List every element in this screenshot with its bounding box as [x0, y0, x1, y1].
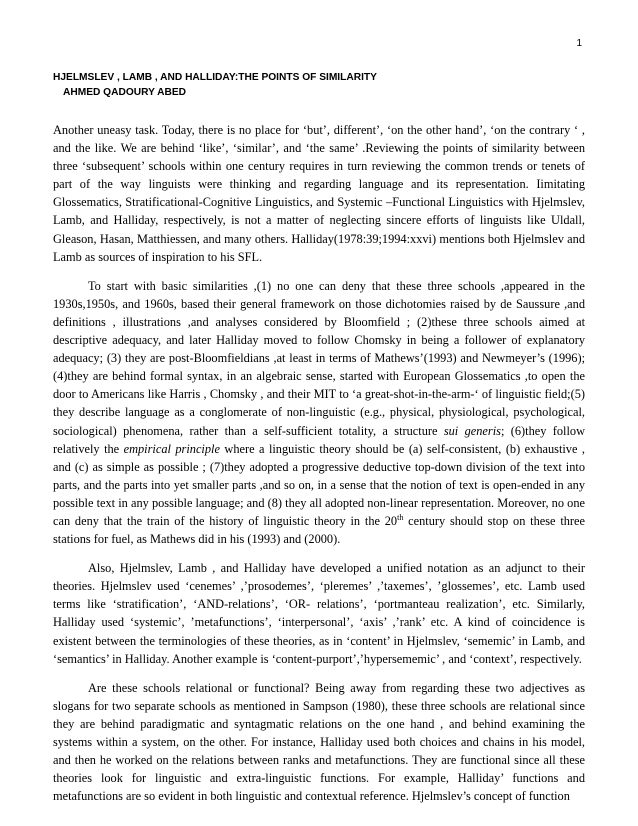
paper-title: HJELMSLEV , LAMB , AND HALLIDAY:THE POINTS OF SIMILARITY [53, 72, 377, 83]
author-name: AHMED QADOURY ABED [63, 87, 187, 98]
paragraph-2-text-a: To start with basic similarities ,(1) no one can deny that these three schools ,appeared in the 1930s,1950s, and 1960s, based their general framework on those dichotomies raised by de Saussure ,and definitions , illustrations ,and analyses considered by Bloomfield ; (2)these three schools aimed at descriptive adequacy, and later Halliday moved to follow Chomsky in being a follower of explanatory adequacy; (3) they are post-Bloomfieldians ,at least in terms of Mathews’(1993) and Newmeyer’s (1996);(4)they are behind formal syntax, in an algebraic sense, started with European Glossematics ,to open the door to Americans like Harris , Chomsky , and their MIT to ‘a great-shot-in-the-arm-‘ of linguistic field;(5) they describe language as a conglomerate of non-linguistic (e.g., physical, physiological, psychological, sociological) phenomena, rather than a self-sufficient totality, a structure [53, 278, 585, 438]
paragraph-4: Are these schools relational or functional? Being away from regarding these two adjectives as slogans for two separate schools as mentioned in Sampson (1980), these three schools are relational since they are behind paradigmatic and syntagmatic relations on the one hand , and behind examining the systems within a system, on the other. For instance, Halliday used both choices and chains in his model, and then he worked on the relations between ranks and metafunctions. They are functional since all these theories look for linguistic and extra-linguistic functions. For example, Halliday’ functions and metafunctions are so evident in both linguistic and contextual reference. Hjelmslev’s concept of function [53, 680, 585, 804]
paragraph-2-text-c: ; (6)they follow relatively the [53, 423, 585, 456]
paragraph-2-text-e: where a linguistic theory should be (a) self-consistent, (b) exhaustive , and (c) as simple as possible ; (7)they adopted a progressive deductive top-down division of the text into parts, and the parts into yet smaller parts ,and so on, in a sense that the notion of text is open-ended in any possible text in any possible language; and (8) they all adopted non-linear representation. Moreover, no one can deny that the train of the history of linguistic theory in the 20 [53, 441, 585, 528]
paragraph-2-italic-sui-generis: sui generis [443, 423, 501, 438]
paragraph-2-superscript: th [397, 512, 404, 522]
paragraph-3: Also, Hjelmslev, Lamb , and Halliday have developed a unified notation as an adjunct to their theories. Hjelmslev used ‘cenemes’ ,’prosodemes’, ‘pleremes’ ,’taxemes’, ’glossemes’, etc. Lamb used terms like ‘stratification’, ‘AND-relations’, ‘OR- relations’, ‘portmanteau realization’, etc. Similarly, Halliday used ‘systemic’, ’metafunctions’, ‘interpersonal’, ‘axis’ ,’rank’ etc. A kind of coincidence is existent between the terminologies of these theories, as in ‘content’ in Hjelmslev, ‘sememic’ in Lamb, and ‘semantics’ in Halliday. Another example is ‘content-purport’,’hypersememic’ , and ‘context’, respectively. [53, 561, 585, 666]
paragraph-2-text-g: century should stop on these three stations for fuel, as Mathews did in his (1993) and (2000). [53, 513, 585, 547]
page-number: 1 [576, 38, 582, 49]
body-text [53, 121, 585, 816]
title-block [53, 70, 377, 100]
paragraph-1: Another uneasy task. Today, there is no place for ‘but’, different’, ‘on the other hand’, ‘on the contrary ‘ , and the like. We are behind ‘like’, ‘similar’, and ‘the same’ .Reviewing the points of similarity between three ‘subsequent’ schools within one century requires in turn reviewing the common trends or tenets of part of the way linguists were thinking and regarding language and its representation. Iimitating Glossematics, Stratificational-Cognitive Linguistics, and Systemic –Functional Linguistics with Hjelmslev, Lamb, and Halliday, respectively, is not a matter of neglecting sincere efforts of linguists like Uldall, Gleason, Hasan, Matthiessen, and many others. Halliday(1978:39;1994:xxvi) mentions both Hjelmslev and Lamb as sources of inspiration to his SFL. [53, 123, 585, 264]
paragraph-2 [53, 277, 585, 548]
paragraph-2-italic-empirical-principle: empirical principle [123, 441, 220, 456]
